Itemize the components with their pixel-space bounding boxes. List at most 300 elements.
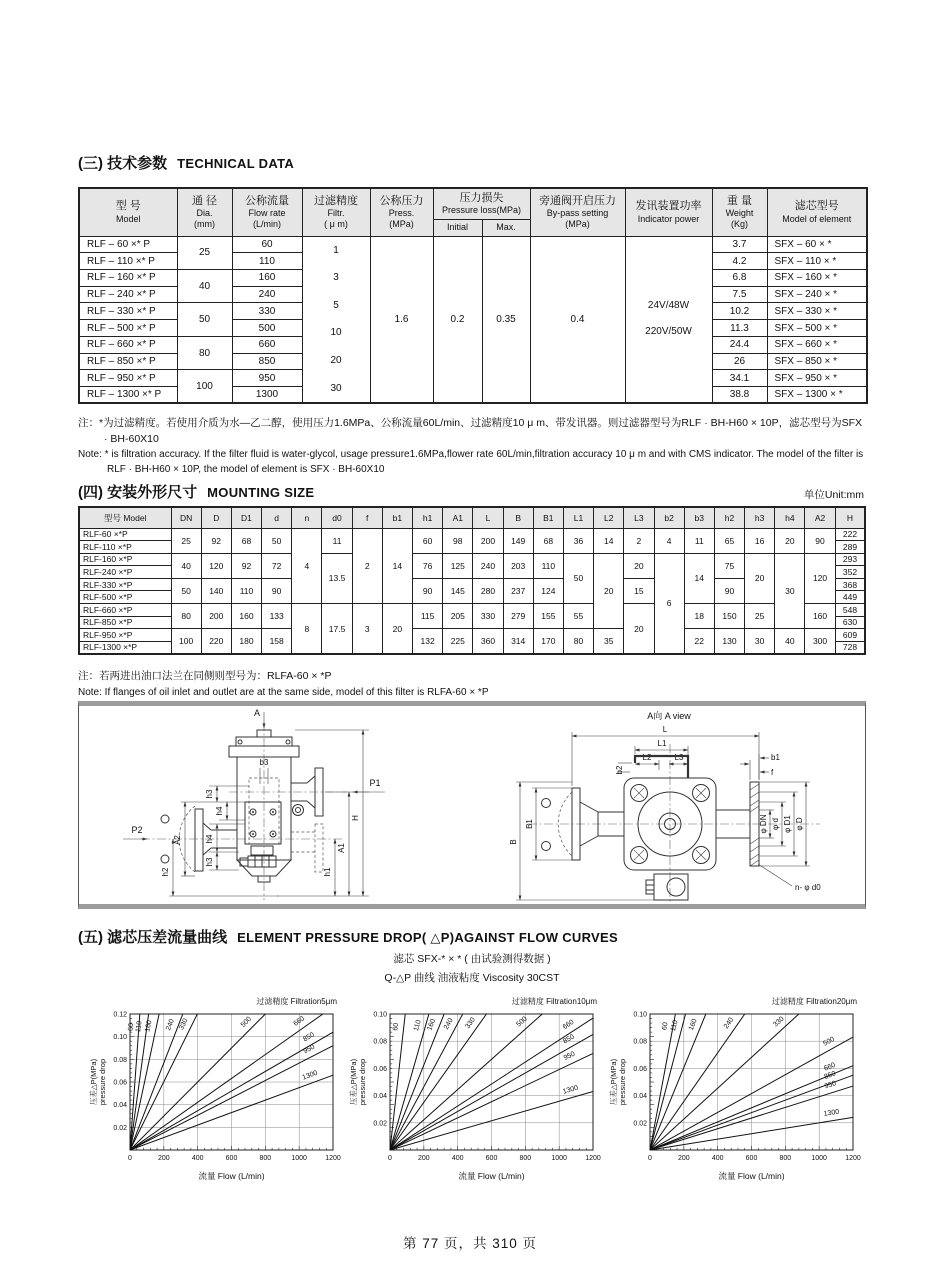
table-cell: 90: [805, 528, 835, 553]
table-cell: 200: [473, 528, 503, 553]
table-cell: RLF – 330 ×* P: [79, 303, 177, 320]
table-cell: 14: [594, 528, 624, 553]
tick-label: 0.10: [113, 1034, 127, 1042]
table-cell: 2: [624, 528, 654, 553]
table-cell: SFX – 500 × *: [767, 320, 867, 337]
header-cell: 发讯装置功率 Indicator power: [625, 188, 712, 236]
table-cell: 1 3 5 10 20 30: [302, 236, 370, 403]
label-dim-h4-upper: h4: [215, 806, 224, 816]
table-cell: 38.8: [712, 387, 767, 404]
chart-title: 过滤精度 Filtration5μm: [256, 997, 337, 1006]
table-row: [79, 528, 865, 541]
table-cell: 352: [835, 566, 865, 579]
note2-en: Note: If flanges of oil inlet and outlet are at the same side, model of this filter is RLFA-60 × *P: [78, 686, 489, 698]
label-dim-d: φ d: [771, 818, 780, 830]
table-cell: 4: [654, 528, 684, 553]
section4-title-en: MOUNTING SIZE: [207, 485, 315, 500]
pressure-drop-chart-filtration-20um: [608, 994, 861, 1184]
table-cell: 11.3: [712, 320, 767, 337]
tick-label: 0.02: [113, 1124, 127, 1132]
header-cell: 通 径 Dia. (mm): [177, 188, 232, 236]
table-cell: 92: [231, 553, 261, 578]
y-axis-label: 压差△P(MPa): [89, 1058, 98, 1106]
table-cell: 24.4: [712, 336, 767, 353]
table-cell: 293: [835, 553, 865, 566]
table-cell: 80: [171, 604, 201, 629]
header-cell: DN: [171, 507, 201, 528]
series-label: 240: [165, 1018, 176, 1032]
table-cell: 368: [835, 578, 865, 591]
table-cell: 55: [563, 604, 593, 629]
curve-160: [390, 1014, 444, 1150]
table-row: [79, 507, 865, 528]
series-label: 950: [302, 1043, 317, 1056]
series-label: 160: [144, 1019, 154, 1033]
header-cell: L2: [594, 507, 624, 528]
series-label: 60: [127, 1022, 136, 1032]
table-cell: SFX – 660 × *: [767, 336, 867, 353]
table-cell: 2: [352, 528, 382, 604]
header-cell: D1: [231, 507, 261, 528]
mounting-size-table-wrap: [78, 506, 866, 655]
table-cell: RLF-240 ×*P: [79, 566, 171, 579]
page-number: 第 77 页，共 310 页: [402, 1236, 538, 1251]
a-view-title: A向 A view: [647, 711, 691, 721]
curves-subtitle-element: 滤芯 SFX-* × * ( 由试验测得数据 ): [393, 953, 551, 965]
table-cell: SFX – 240 × *: [767, 286, 867, 303]
label-dim-b1: b1: [771, 753, 780, 762]
tick-label: 0.10: [373, 1011, 387, 1019]
table-cell: 98: [443, 528, 473, 553]
table-cell: 132: [413, 629, 443, 654]
table-cell: 449: [835, 591, 865, 604]
table-cell: RLF-500 ×*P: [79, 591, 171, 604]
chart-title: 过滤精度 Filtration10μm: [511, 997, 597, 1006]
series-label: 950: [823, 1080, 838, 1091]
label-dim-a2: A2: [173, 835, 182, 845]
table-cell: 72: [262, 553, 292, 578]
table-cell: 90: [413, 578, 443, 603]
table-cell: 240: [473, 553, 503, 578]
table-cell: 160: [231, 604, 261, 629]
table-cell: RLF – 850 ×* P: [79, 353, 177, 370]
y-axis-label: pressure drop: [358, 1058, 367, 1106]
table-cell: 330: [232, 303, 302, 320]
table-cell: 22: [684, 629, 714, 654]
table-cell: 13.5: [322, 553, 352, 603]
table-cell: 25: [171, 528, 201, 553]
label-dim-l2: L2: [642, 753, 652, 762]
table-cell: 20: [745, 553, 775, 603]
table-cell: RLF – 1300 ×* P: [79, 387, 177, 404]
tick-label: 200: [157, 1155, 170, 1162]
table-cell: RLF-950 ×*P: [79, 629, 171, 642]
technical-data-table-wrap: [78, 187, 868, 404]
table-cell: 40: [177, 269, 232, 302]
table-cell: 1300: [232, 387, 302, 404]
table-cell: 200: [201, 604, 231, 629]
header-cell: 滤芯型号 Model of element: [767, 188, 867, 236]
table-cell: 0.4: [530, 236, 625, 403]
tick-label: 600: [225, 1155, 238, 1162]
header-cell: Max.: [482, 219, 530, 236]
note2-zh: 注：若两进出油口法兰在同侧则型号为：RLFA-60 × *P: [78, 670, 332, 682]
series-label: 660: [292, 1015, 307, 1028]
header-cell: 公称流量 Flow rate (L/min): [232, 188, 302, 236]
table-cell: RLF-330 ×*P: [79, 578, 171, 591]
header-cell: 过滤精度 Filtr. ( μ m): [302, 188, 370, 236]
table-cell: 225: [443, 629, 473, 654]
series-label: 110: [669, 1019, 680, 1032]
series-label: 330: [772, 1015, 786, 1029]
curves-subtitle-viscosity: Q-△P 曲线 油液粘度 Viscosity 30CST: [384, 972, 560, 984]
header-cell: h2: [714, 507, 744, 528]
header-cell: L1: [563, 507, 593, 528]
tick-label: 0: [128, 1155, 132, 1162]
series-label: 660: [561, 1018, 576, 1032]
series-label: 1300: [562, 1084, 580, 1096]
table-cell: 6.8: [712, 269, 767, 286]
table-cell: RLF-160 ×*P: [79, 553, 171, 566]
table-row: [79, 236, 867, 253]
header-cell: H: [835, 507, 865, 528]
table-cell: 11: [322, 528, 352, 553]
section4-title-zh: (四) 安装外形尺寸: [78, 484, 198, 501]
table-cell: 220: [201, 629, 231, 654]
table-cell: 158: [262, 629, 292, 654]
series-label: 110: [412, 1019, 423, 1032]
series-label: 660: [823, 1061, 837, 1073]
table-cell: 76: [413, 553, 443, 578]
tick-label: 0: [648, 1155, 652, 1162]
label-port-p2: P2: [131, 825, 143, 835]
tick-label: 0.06: [113, 1079, 127, 1087]
table-cell: 160: [232, 269, 302, 286]
header-cell: h3: [745, 507, 775, 528]
table-cell: 68: [533, 528, 563, 553]
section5-title-zh: (五) 滤芯压差流量曲线: [78, 929, 228, 946]
table-cell: 630: [835, 616, 865, 629]
table-cell: 24V/48W 220V/50W: [625, 236, 712, 403]
technical-data-table: [78, 187, 868, 404]
header-cell: A2: [805, 507, 835, 528]
header-cell: B1: [533, 507, 563, 528]
tick-label: 1000: [811, 1155, 827, 1162]
table-cell: 728: [835, 641, 865, 654]
table-cell: 40: [171, 553, 201, 578]
curve-330: [390, 1014, 486, 1150]
table-cell: 3: [352, 604, 382, 654]
table-cell: 120: [805, 553, 835, 603]
tick-label: 200: [677, 1155, 690, 1162]
tick-label: 1000: [551, 1155, 567, 1162]
series-label: 60: [392, 1022, 401, 1032]
label-dim-dn: φ DN: [759, 814, 768, 834]
table-cell: 50: [177, 303, 232, 336]
table-cell: 30: [775, 553, 805, 629]
filter-a-view-drawing: [472, 706, 865, 904]
label-dim-b2: b2: [615, 765, 624, 775]
table-cell: 15: [624, 578, 654, 603]
series-label: 330: [464, 1016, 477, 1031]
table-cell: 125: [443, 553, 473, 578]
tick-label: 400: [711, 1155, 724, 1162]
x-axis-label: 流量 Flow (L/min): [458, 1171, 525, 1181]
section-mounting-size-title: [78, 481, 866, 502]
table-cell: 40: [775, 629, 805, 654]
table-cell: RLF-60 ×*P: [79, 528, 171, 541]
label-dim-h4-lower: h4: [205, 834, 214, 844]
tick-label: 800: [519, 1155, 532, 1162]
tick-label: 1200: [585, 1155, 601, 1162]
table-cell: 222: [835, 528, 865, 541]
table-cell: 75: [714, 553, 744, 578]
tick-label: 800: [779, 1155, 792, 1162]
tick-label: 0.10: [633, 1011, 647, 1019]
header-cell: L: [473, 507, 503, 528]
table-cell: 950: [232, 370, 302, 387]
tick-label: 0.06: [373, 1065, 387, 1073]
table-cell: 203: [503, 553, 533, 578]
table-cell: 240: [232, 286, 302, 303]
tick-label: 1000: [291, 1155, 307, 1162]
section3-title-en: TECHNICAL DATA: [177, 156, 295, 171]
y-axis-label: 压差△P(MPa): [609, 1058, 618, 1106]
series-label: 160: [426, 1018, 438, 1032]
label-dim-h: H: [351, 815, 360, 821]
table-row: [79, 629, 865, 642]
unit-label: 单位Unit:mm: [803, 489, 864, 501]
label-dim-h2: h2: [161, 867, 170, 877]
table-cell: 20: [624, 604, 654, 654]
tick-label: 0.08: [633, 1038, 647, 1046]
x-axis-label: 流量 Flow (L/min): [718, 1171, 785, 1181]
table-cell: 65: [714, 528, 744, 553]
header-cell: 旁通阀开启压力 By-pass setting (MPa): [530, 188, 625, 236]
table-cell: 170: [533, 629, 563, 654]
label-dim-d1: φ D1: [783, 815, 792, 833]
header-cell: b2: [654, 507, 684, 528]
table-cell: 205: [443, 604, 473, 629]
table-row: [79, 553, 865, 566]
filter-side-view-drawing: [79, 706, 472, 904]
series-label: 1300: [823, 1108, 840, 1118]
table-cell: 8: [292, 604, 322, 654]
header-cell: h4: [775, 507, 805, 528]
label-port-p1: P1: [369, 778, 381, 788]
table-cell: 14: [684, 553, 714, 603]
table-cell: 110: [231, 578, 261, 603]
table-cell: RLF – 110 ×* P: [79, 253, 177, 270]
pressure-drop-chart-filtration-10um: [348, 994, 601, 1184]
series-label: 160: [687, 1018, 699, 1032]
header-cell: 公称压力 Press. (MPa): [370, 188, 433, 236]
tick-label: 0.12: [113, 1011, 127, 1019]
tick-label: 0.04: [373, 1093, 387, 1101]
header-cell: 压力损失 Pressure loss(MPa): [433, 188, 530, 219]
tick-label: 0.02: [633, 1120, 647, 1128]
table-cell: 133: [262, 604, 292, 629]
table-cell: 4: [292, 528, 322, 604]
table-cell: 36: [563, 528, 593, 553]
technical-data-note: [78, 416, 866, 477]
table-cell: 90: [714, 578, 744, 603]
table-cell: 160: [805, 604, 835, 629]
tick-label: 0.06: [633, 1065, 647, 1073]
table-cell: 150: [714, 604, 744, 629]
tick-label: 400: [191, 1155, 204, 1162]
table-cell: 149: [503, 528, 533, 553]
tick-label: 400: [451, 1155, 464, 1162]
table-cell: 124: [533, 578, 563, 603]
series-label: 1300: [301, 1069, 319, 1082]
series-label: 850: [823, 1070, 837, 1081]
table-cell: 115: [413, 604, 443, 629]
series-label: 950: [562, 1050, 577, 1062]
series-label: 60: [661, 1021, 670, 1031]
table-cell: 4.2: [712, 253, 767, 270]
series-label: 500: [515, 1015, 529, 1029]
header-cell: h1: [413, 507, 443, 528]
table-cell: 50: [171, 578, 201, 603]
table-cell: 60: [413, 528, 443, 553]
note1-zh: 注：*为过滤精度。若使用介质为水—乙二醇，使用压力1.6MPa、公称流量60L/min、过滤精度10 μ m、带发讯器。则过滤器型号为RLF · BH-H60 × 10P，滤芯型号为SFX · BH-60X10: [78, 417, 863, 445]
table-cell: 80: [563, 629, 593, 654]
table-cell: SFX – 330 × *: [767, 303, 867, 320]
table-cell: SFX – 950 × *: [767, 370, 867, 387]
table-cell: 34.1: [712, 370, 767, 387]
table-cell: 11: [684, 528, 714, 553]
table-cell: 660: [232, 336, 302, 353]
table-cell: 7.5: [712, 286, 767, 303]
mounting-note: [78, 669, 866, 700]
table-cell: 314: [503, 629, 533, 654]
table-cell: 155: [533, 604, 563, 629]
table-cell: 0.35: [482, 236, 530, 403]
table-cell: SFX – 60 × *: [767, 236, 867, 253]
table-cell: 30: [745, 629, 775, 654]
table-cell: 548: [835, 604, 865, 617]
table-cell: 289: [835, 541, 865, 554]
label-dim-l1: L1: [657, 739, 667, 748]
header-cell: A1: [443, 507, 473, 528]
series-label: 850: [302, 1031, 316, 1044]
curve-500: [390, 1014, 542, 1150]
curves-subtitle: [78, 950, 866, 988]
table-cell: 280: [473, 578, 503, 603]
table-cell: 60: [232, 236, 302, 253]
table-cell: RLF-660 ×*P: [79, 604, 171, 617]
table-cell: 10.2: [712, 303, 767, 320]
label-dim-f: f: [771, 768, 774, 777]
header-cell: n: [292, 507, 322, 528]
label-dim-l3: L3: [674, 753, 684, 762]
table-cell: 360: [473, 629, 503, 654]
table-cell: 18: [684, 604, 714, 629]
mounting-size-table: [78, 506, 866, 655]
tick-label: 0.04: [113, 1102, 127, 1110]
label-dim-h3-lower: h3: [205, 857, 214, 867]
header-cell: B: [503, 507, 533, 528]
tick-label: 0.08: [113, 1056, 127, 1064]
table-cell: RLF – 60 ×* P: [79, 236, 177, 253]
table-cell: 130: [714, 629, 744, 654]
label-dim-dd: φ D: [795, 817, 804, 831]
header-cell: b3: [684, 507, 714, 528]
series-label: 850: [562, 1033, 576, 1046]
label-dim-bb1: B1: [525, 819, 534, 829]
table-cell: 26: [712, 353, 767, 370]
section-technical-data-title: [78, 152, 294, 173]
table-cell: SFX – 160 × *: [767, 269, 867, 286]
table-cell: 609: [835, 629, 865, 642]
tick-label: 1200: [845, 1155, 861, 1162]
table-cell: 80: [177, 336, 232, 369]
section5-title-en: ELEMENT PRESSURE DROP( △P)AGAINST FLOW CURVES: [237, 930, 618, 945]
table-cell: 68: [231, 528, 261, 553]
tick-label: 0.04: [633, 1093, 647, 1101]
table-cell: 20: [382, 604, 412, 654]
table-cell: 16: [745, 528, 775, 553]
table-cell: 100: [177, 370, 232, 403]
header-cell: 型 号 Model: [79, 188, 177, 236]
table-cell: 90: [262, 578, 292, 603]
table-cell: 330: [473, 604, 503, 629]
table-cell: 50: [563, 553, 593, 603]
label-dim-h1: h1: [323, 867, 332, 877]
header-cell: d0: [322, 507, 352, 528]
section3-title-zh: (三) 技术参数: [78, 155, 168, 172]
table-cell: 92: [201, 528, 231, 553]
series-label: 330: [178, 1017, 190, 1032]
label-dim-h3-upper: h3: [205, 789, 214, 799]
curve-110: [650, 1014, 686, 1150]
y-axis-label: pressure drop: [98, 1058, 107, 1106]
table-cell: RLF – 240 ×* P: [79, 286, 177, 303]
table-cell: 50: [262, 528, 292, 553]
header-cell: Initial: [433, 219, 482, 236]
table-cell: 6: [654, 553, 684, 654]
header-cell: f: [352, 507, 382, 528]
table-cell: 20: [775, 528, 805, 553]
tick-label: 600: [485, 1155, 498, 1162]
table-cell: 17.5: [322, 604, 352, 654]
series-label: 110: [135, 1020, 144, 1033]
outline-drawing-frame: [78, 701, 866, 909]
table-cell: 0.2: [433, 236, 482, 403]
header-cell: L3: [624, 507, 654, 528]
table-cell: 145: [443, 578, 473, 603]
label-dim-b3: b3: [259, 758, 269, 767]
table-cell: 100: [171, 629, 201, 654]
table-cell: RLF – 500 ×* P: [79, 320, 177, 337]
table-cell: RLF – 160 ×* P: [79, 269, 177, 286]
pressure-drop-charts: [78, 994, 866, 1184]
header-cell: 重 量 Weight (Kg): [712, 188, 767, 236]
pressure-drop-chart-filtration-5um: [88, 994, 341, 1184]
table-cell: 35: [594, 629, 624, 654]
table-cell: RLF-1300 ×*P: [79, 641, 171, 654]
label-dim-l: L: [662, 725, 668, 734]
table-cell: 279: [503, 604, 533, 629]
header-cell: D: [201, 507, 231, 528]
y-axis-label: pressure drop: [618, 1058, 627, 1106]
table-cell: RLF – 660 ×* P: [79, 336, 177, 353]
header-cell: b1: [382, 507, 412, 528]
table-cell: 25: [177, 236, 232, 269]
curve-110: [390, 1014, 429, 1150]
label-dim-a1: A1: [337, 843, 346, 853]
